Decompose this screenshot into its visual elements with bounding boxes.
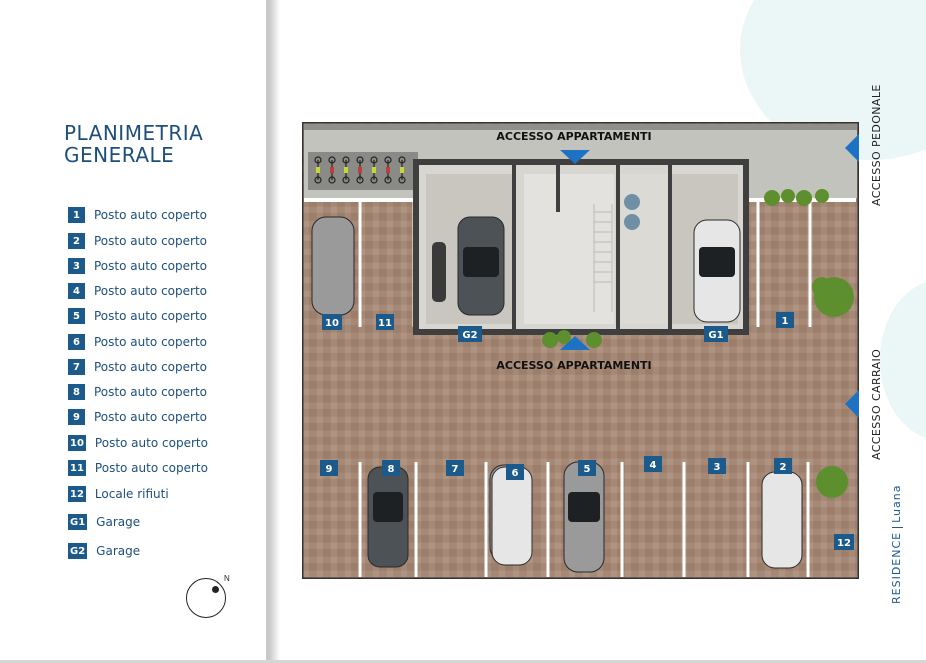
legend-label: Posto auto coperto xyxy=(94,335,208,349)
spot-label: 7 xyxy=(451,464,459,475)
title-line-2: GENERALE xyxy=(64,143,175,167)
legend-badge: 10 xyxy=(68,435,86,451)
brand-word-2: Luana xyxy=(890,484,903,523)
legend-label: Garage xyxy=(96,544,141,558)
legend-badge: 7 xyxy=(68,359,85,375)
motorcycle xyxy=(432,242,446,302)
page-title xyxy=(64,122,203,166)
legend-badge: 12 xyxy=(68,486,86,502)
legend-badge: 2 xyxy=(68,233,85,249)
brand-word-1: RESIDENCE xyxy=(890,531,903,604)
legend-item xyxy=(68,542,140,560)
spot-label: 11 xyxy=(378,318,392,329)
legend-badge: 6 xyxy=(68,334,85,350)
legend-item xyxy=(68,282,207,300)
spot-label: 6 xyxy=(511,468,519,479)
legend-label: Posto auto coperto xyxy=(94,234,208,248)
legend-label: Posto auto coperto xyxy=(94,309,208,323)
access-top-label: ACCESSO APPARTAMENTI xyxy=(496,130,652,143)
decorative-circle xyxy=(880,280,926,440)
legend-badge: 5 xyxy=(68,308,85,324)
spot-label: 10 xyxy=(325,318,339,329)
compass-icon xyxy=(186,578,226,618)
bicycle-rack xyxy=(308,152,418,190)
legend-label: Posto auto coperto xyxy=(94,284,208,298)
legend-item xyxy=(68,513,140,531)
access-pedestrian-label: ACCESSO PEDONALE xyxy=(870,84,883,206)
legend-item xyxy=(68,408,207,426)
legend-badge: 1 xyxy=(68,207,85,223)
brand-logo xyxy=(890,485,903,604)
legend-label: Posto auto coperto xyxy=(94,436,208,450)
legend-item xyxy=(68,333,207,351)
legend-badge: 9 xyxy=(68,409,85,425)
legend-item xyxy=(68,307,207,325)
legend-item xyxy=(68,485,169,503)
panel-edge xyxy=(266,0,269,663)
legend-label: Posto auto coperto xyxy=(94,410,208,424)
site-plan xyxy=(302,122,859,579)
access-middle-label: ACCESSO APPARTAMENTI xyxy=(496,359,652,372)
legend-item xyxy=(68,257,207,275)
spot-label: 1 xyxy=(781,316,789,327)
legend-panel xyxy=(0,0,268,663)
compass-dot xyxy=(212,586,219,593)
legend-badge: 8 xyxy=(68,384,85,400)
spot-label: 9 xyxy=(325,464,333,475)
legend-item xyxy=(68,383,207,401)
spot-label: 4 xyxy=(649,460,657,471)
legend-label: Posto auto coperto xyxy=(94,360,208,374)
legend-item xyxy=(68,232,207,250)
brand-separator xyxy=(892,527,903,528)
spot-label: 3 xyxy=(713,462,721,473)
spot-label: 5 xyxy=(583,464,591,475)
spot-label: 8 xyxy=(387,464,395,475)
spot-label: 2 xyxy=(779,462,787,473)
spot-label: G2 xyxy=(462,330,478,341)
access-vehicle-label: ACCESSO CARRAIO xyxy=(870,348,883,460)
legend-label: Garage xyxy=(96,515,141,529)
legend-label: Posto auto coperto xyxy=(94,461,208,475)
spot-label: 12 xyxy=(837,538,851,549)
legend-item xyxy=(68,459,208,477)
legend-item xyxy=(68,358,207,376)
curb-left xyxy=(304,198,416,202)
legend-badge: 4 xyxy=(68,283,85,299)
legend-label: Posto auto coperto xyxy=(94,208,208,222)
compass-north-label: N xyxy=(224,574,230,583)
legend-item xyxy=(68,206,207,224)
legend-label: Locale rifiuti xyxy=(94,487,169,501)
legend-badge: G1 xyxy=(68,514,87,530)
legend-label: Posto auto coperto xyxy=(94,259,208,273)
spot-label: G1 xyxy=(708,330,724,341)
legend-badge: 11 xyxy=(68,460,86,476)
title-line-1: PLANIMETRIA xyxy=(64,121,204,145)
legend-item xyxy=(68,434,208,452)
legend-badge: 3 xyxy=(68,258,85,274)
legend-badge: G2 xyxy=(68,543,87,559)
legend-label: Posto auto coperto xyxy=(94,385,208,399)
